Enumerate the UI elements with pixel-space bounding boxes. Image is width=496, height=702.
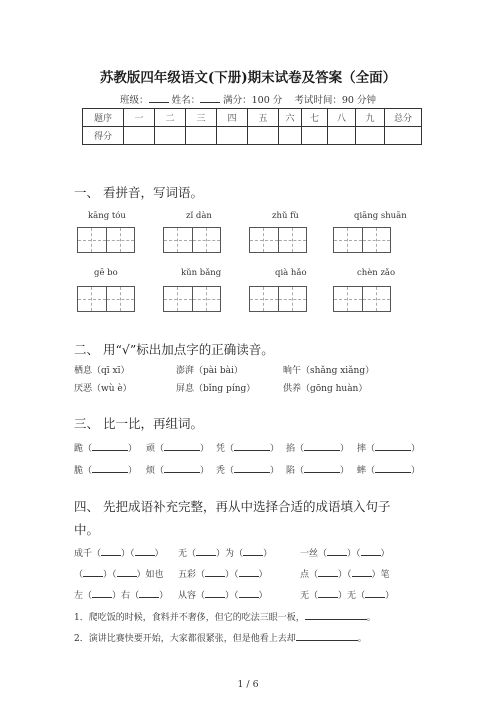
idiom-blank[interactable] [205, 589, 225, 598]
name-blank [200, 93, 220, 103]
section3-heading: 三、 比一比，再组词。 [74, 416, 203, 431]
compare-item: 跪（ ） [74, 444, 138, 454]
idiom-blank[interactable] [83, 568, 103, 577]
score-header-cell: 七 [302, 109, 328, 127]
grid-cell[interactable] [334, 287, 362, 311]
idiom-text: 为 [225, 549, 235, 559]
score-header-cell: 八 [328, 109, 356, 127]
grid-cell[interactable] [278, 287, 306, 311]
score-label: 满分：100 分 [223, 95, 283, 106]
compare-char: 凭 [216, 444, 226, 454]
grid-cell[interactable] [164, 228, 192, 252]
score-input-cell[interactable] [279, 127, 302, 145]
compare-item: 摔（ ） [357, 444, 421, 454]
writing-grid[interactable] [163, 227, 221, 253]
idiom-blank[interactable] [361, 547, 381, 556]
idiom-blank[interactable] [92, 589, 112, 598]
score-table [82, 108, 422, 145]
compare-item: 蟀（ ） [357, 466, 421, 476]
score-header-cell: 九 [356, 109, 385, 127]
section2-heading: 二、 用“√”标出加点字的正确读音。 [74, 342, 274, 357]
idiom-blank[interactable] [117, 568, 137, 577]
idiom-text: 无 [347, 591, 357, 601]
score-input-cell[interactable] [124, 127, 155, 145]
idiom-item: 点（ ）（ ）笔 [300, 570, 390, 580]
writing-grid[interactable] [249, 227, 307, 253]
grid-cell[interactable] [78, 287, 106, 311]
idiom-text: 从容 [178, 591, 197, 601]
compare-char: 烦 [146, 466, 156, 476]
answer-blank[interactable] [375, 442, 411, 451]
idiom-blank[interactable] [318, 589, 338, 598]
score-input-cell[interactable] [302, 127, 328, 145]
time-label: 考试时间：90 分钟 [294, 95, 376, 106]
idiom-blank[interactable] [352, 568, 372, 577]
score-header-cell: 题序 [83, 109, 124, 127]
idiom-text: 左 [74, 591, 84, 601]
compare-char: 脆 [74, 466, 84, 476]
idiom-text: 右 [121, 591, 131, 601]
idiom-text: 五彩 [178, 570, 197, 580]
grid-cell[interactable] [278, 228, 306, 252]
score-input-cell[interactable] [186, 127, 217, 145]
reading-item[interactable]: 澎湃（pài bài） [176, 366, 243, 376]
idiom-item: 左（ ）右（ ） [74, 591, 169, 601]
idiom-text: 点 [300, 570, 310, 580]
answer-blank[interactable] [304, 464, 340, 473]
sentence-text: 1．爬吃饭的时候，食料并不奢侈，但它的吃法三眼一板， [74, 613, 305, 623]
pinyin-label: gē bo [94, 268, 118, 278]
writing-grid[interactable] [333, 286, 391, 312]
idiom-blank[interactable] [139, 589, 159, 598]
idiom-text: 如也 [145, 570, 164, 580]
answer-blank[interactable] [164, 442, 200, 451]
answer-blank[interactable] [304, 442, 340, 451]
answer-blank[interactable] [375, 464, 411, 473]
class-blank [149, 93, 169, 103]
reading-item[interactable]: 厌恶（wù è） [74, 384, 132, 394]
grid-cell[interactable] [192, 287, 220, 311]
grid-cell[interactable] [334, 228, 362, 252]
score-input-cell[interactable] [385, 127, 422, 145]
score-table-header [83, 109, 422, 127]
exam-info [0, 92, 496, 106]
writing-grid[interactable] [77, 286, 135, 312]
idiom-item: 五彩（ ）（ ） [178, 570, 268, 580]
idiom-text: 无 [178, 549, 188, 559]
grid-cell[interactable] [362, 228, 390, 252]
sentence-blank[interactable] [305, 611, 367, 620]
reading-item[interactable]: 晌午（shǎng xiǎng） [283, 366, 375, 376]
idiom-item: 成千（ ）（ ） [74, 549, 164, 559]
compare-char: 蟀 [357, 466, 367, 476]
score-header-cell: 五 [248, 109, 279, 127]
compare-item: 脆（ ） [74, 466, 138, 476]
score-input-cell[interactable] [328, 127, 356, 145]
idiom-text: 一丝 [300, 549, 319, 559]
score-header-cell: 四 [217, 109, 248, 127]
pinyin-label: zhǔ fù [272, 211, 299, 221]
answer-blank[interactable] [92, 464, 128, 473]
reading-item[interactable]: 栖息（qī xī） [74, 366, 130, 376]
answer-blank[interactable] [92, 442, 128, 451]
compare-char: 摔 [357, 444, 367, 454]
idiom-blank[interactable] [135, 547, 155, 556]
answer-blank[interactable] [234, 464, 270, 473]
grid-cell[interactable] [192, 228, 220, 252]
score-header-cell: 六 [279, 109, 302, 127]
section4-heading-cont: 中。 [74, 522, 100, 537]
compare-char: 掐 [286, 444, 296, 454]
score-input-cell[interactable] [248, 127, 279, 145]
score-header-cell: 总分 [385, 109, 422, 127]
pinyin-label: kǔn bǎng [181, 268, 222, 278]
idiom-item: 无（ ）为（ ） [178, 549, 273, 559]
sentence-blank[interactable] [296, 632, 358, 641]
idiom-text: 无 [300, 591, 310, 601]
score-input-cell[interactable] [356, 127, 385, 145]
grid-cell[interactable] [250, 287, 278, 311]
compare-item: 凭（ ） [216, 444, 280, 454]
class-label: 班级： [120, 95, 149, 106]
compare-char: 跪 [74, 444, 84, 454]
writing-grid[interactable] [333, 227, 391, 253]
idiom-blank[interactable] [239, 568, 259, 577]
idiom-blank[interactable] [327, 547, 347, 556]
compare-item: 顽（ ） [146, 444, 210, 454]
grid-cell[interactable] [78, 228, 106, 252]
section4-heading: 四、 先把成语补充完整，再从中选择合适的成语填入句子 [74, 499, 391, 514]
compare-item: 掐（ ） [286, 444, 350, 454]
page-number: 1 / 6 [237, 679, 259, 690]
grid-cell[interactable] [164, 287, 192, 311]
idiom-blank[interactable] [205, 568, 225, 577]
answer-blank[interactable] [164, 464, 200, 473]
score-header-cell: 二 [155, 109, 186, 127]
sentence-item: 2．演讲比赛快要开始，大家都很紧张，但是他看上去却 。 [74, 634, 367, 644]
grid-cell[interactable] [250, 228, 278, 252]
reading-item[interactable]: 屏息（bǐng píng） [176, 384, 256, 394]
idiom-text: 成千 [74, 549, 93, 559]
score-table-row [83, 127, 422, 145]
name-label: 姓名： [171, 95, 201, 106]
reading-item[interactable]: 供养（gōng huàn） [283, 384, 368, 394]
idiom-blank[interactable] [196, 547, 216, 556]
compare-item: 秃（ ） [216, 466, 280, 476]
idiom-item: 无（ ）无（ ） [300, 591, 395, 601]
compare-item: 烦（ ） [146, 466, 210, 476]
sentence-item: 1．爬吃饭的时候，食料并不奢侈，但它的吃法三眼一板， 。 [74, 613, 376, 623]
section1-heading: 一、 看拼音，写词语。 [74, 185, 203, 200]
compare-char: 秃 [216, 466, 226, 476]
pinyin-label: kāng tóu [88, 211, 126, 221]
compare-item: 陷（ ） [286, 466, 350, 476]
compare-char: 顽 [146, 444, 156, 454]
idiom-item: （ ）（ ）如也 [74, 570, 164, 580]
sentence-text: 2．演讲比赛快要开始，大家都很紧张，但是他看上去却 [74, 634, 296, 644]
idiom-text: 笔 [380, 570, 390, 580]
writing-grid[interactable] [249, 286, 307, 312]
idiom-blank[interactable] [239, 589, 259, 598]
pinyin-label: qià hǎo [275, 268, 307, 278]
score-input-cell[interactable] [155, 127, 186, 145]
idiom-blank[interactable] [365, 589, 385, 598]
page-title: 苏教版四年级语文(下册)期末试卷及答案（全面） [99, 70, 397, 86]
grid-cell[interactable] [362, 287, 390, 311]
writing-grid[interactable] [163, 286, 221, 312]
pinyin-label: zǐ dàn [186, 211, 212, 221]
score-input-cell[interactable] [217, 127, 248, 145]
idiom-blank[interactable] [243, 547, 263, 556]
compare-char: 陷 [286, 466, 296, 476]
score-row-label: 得分 [83, 127, 124, 145]
idiom-blank[interactable] [101, 547, 121, 556]
idiom-item: 一丝（ ）（ ） [300, 549, 390, 559]
idiom-item: 从容（ ）（ ） [178, 591, 268, 601]
writing-grid[interactable] [77, 227, 135, 253]
grid-cell[interactable] [106, 287, 134, 311]
pinyin-label: qiāng shuān [354, 211, 407, 221]
score-header-cell: 三 [186, 109, 217, 127]
idiom-blank[interactable] [318, 568, 338, 577]
answer-blank[interactable] [234, 442, 270, 451]
pinyin-label: chèn zǎo [357, 268, 396, 278]
grid-cell[interactable] [106, 228, 134, 252]
score-header-cell: 一 [124, 109, 155, 127]
